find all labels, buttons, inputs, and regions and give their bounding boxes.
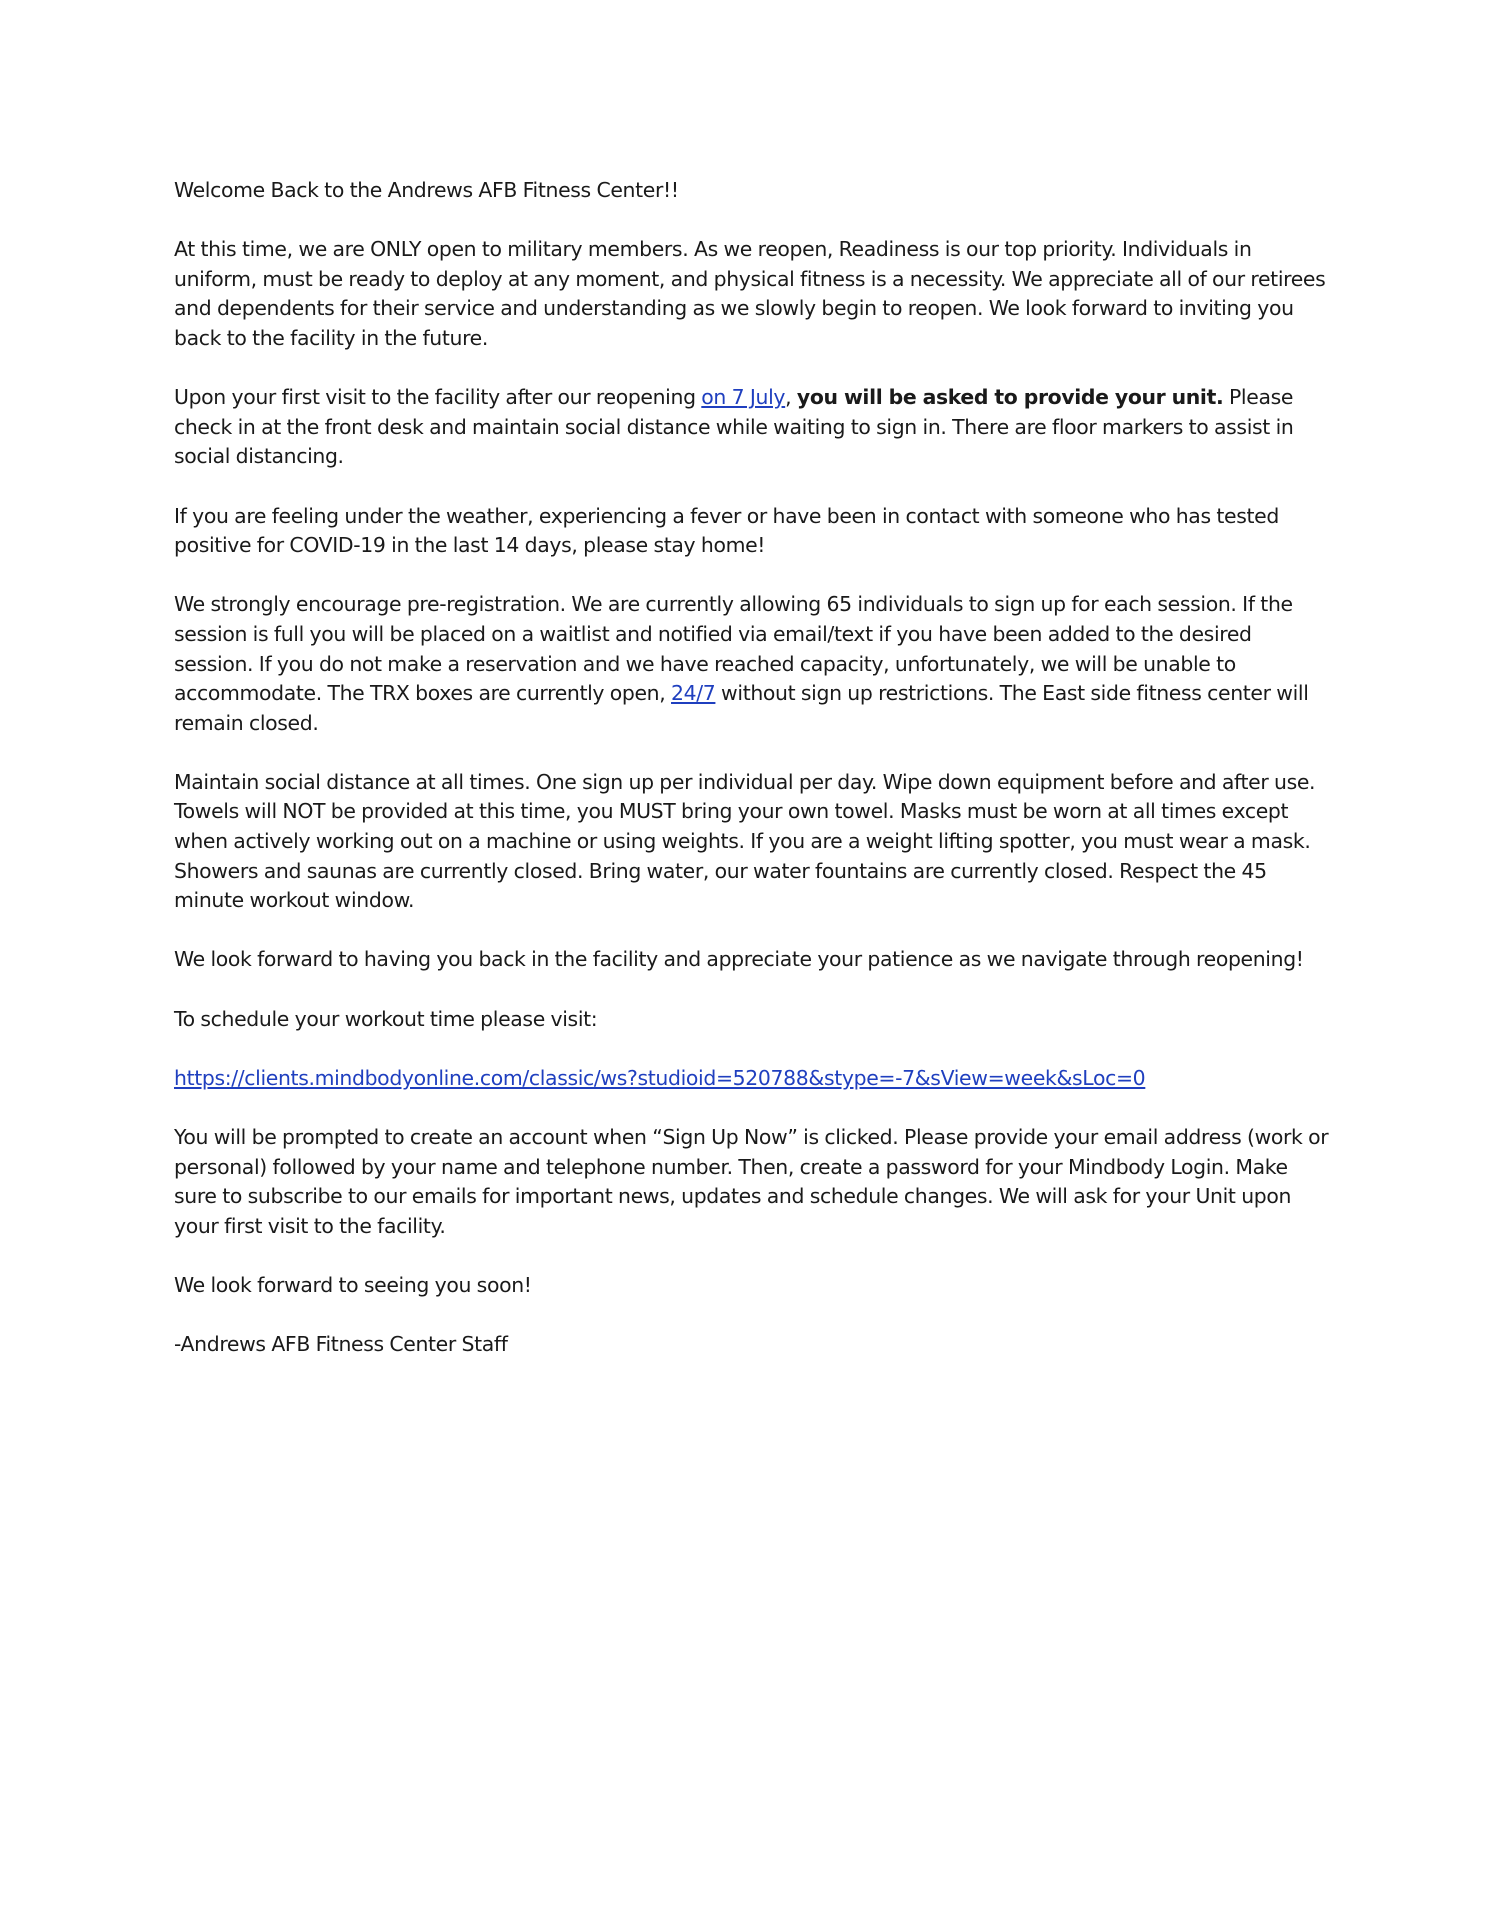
paragraph-military-only: At this time, we are ONLY open to military members. As we reopen, Readiness is our top priority. Individuals in uniform, must be ready to deploy at any moment, and physical fitness is a necessity. We appreciate all of our retirees and dependents for their service and understanding as we slowly begin to reopen. We look forward to inviting you back to the facility in the future. [174, 237, 1326, 350]
provide-unit-notice: you will be asked to provide your unit. [796, 385, 1224, 410]
reopen-date-link[interactable]: on 7 July [701, 385, 786, 410]
signature: -Andrews AFB Fitness Center Staff [174, 1332, 508, 1357]
schedule-url-link[interactable]: https://clients.mindbodyonline.com/classic/ws?studioid=520788&stype=-7&sView=week&sLoc=0 [174, 1065, 1146, 1090]
pre-registration-rest: without sign up restrictions. The East side fitness center will remain closed. [174, 681, 1309, 735]
paragraph-account-instructions: You will be prompted to create an account when “Sign Up Now” is clicked. Please provide your email address (work or personal) followed by your name and telephone number. Then, create a password for your Mindbody Login. Make sure to subscribe to our emails for important news, updates and schedule changes. We will ask for your Unit upon your first visit to the facility. [174, 1125, 1329, 1238]
paragraph-stay-home: If you are feeling under the weather, experiencing a fever or have been in contact with someone who has tested positive for COVID-19 in the last 14 days, please stay home! [174, 503, 1279, 558]
paragraph-pre-registration [174, 590, 1334, 738]
schedule-url-line [174, 1064, 1334, 1094]
paragraph-rules: Maintain social distance at all times. One sign up per individual per day. Wipe down equipment before and after use. Towels will NOT be provided at this time, you MUST bring your own towel. Masks must be worn at all times except when actively working out on a machine or using weights. If you are a weight lifting spotter, you must wear a mask. Showers and saunas are currently closed. Bring water, our water fountains are currently closed. Respect the 45 minute workout window. [174, 769, 1316, 913]
paragraph-see-you-soon: We look forward to seeing you soon! [174, 1272, 532, 1297]
first-visit-rest: Please check in at the front desk and maintain social distance while waiting to sign in. There are floor markers to assist in social distancing. [174, 385, 1294, 469]
hours-link[interactable]: 24/7 [671, 681, 716, 706]
paragraph-first-visit [174, 383, 1334, 472]
first-visit-text: Upon your first visit to the facility after our reopening [174, 385, 702, 410]
greeting: Welcome Back to the Andrews AFB Fitness Center!! [174, 178, 679, 202]
paragraph-schedule-intro: To schedule your workout time please visit: [174, 1006, 598, 1031]
first-visit-comma: , [785, 385, 797, 410]
paragraph-look-forward: We look forward to having you back in the facility and appreciate your patience as we navigate through reopening! [174, 947, 1304, 972]
letter-body [174, 176, 1334, 1389]
pre-registration-text: We strongly encourage pre-registration. We are currently allowing 65 individuals to sign up for each session. If the session is full you will be placed on a waitlist and notified via email/text if you have been added to the desired session. If you do not make a reservation and we have reached capacity, unfortunately, we will be unable to accommodate. The TRX boxes are currently open, [174, 592, 1293, 706]
